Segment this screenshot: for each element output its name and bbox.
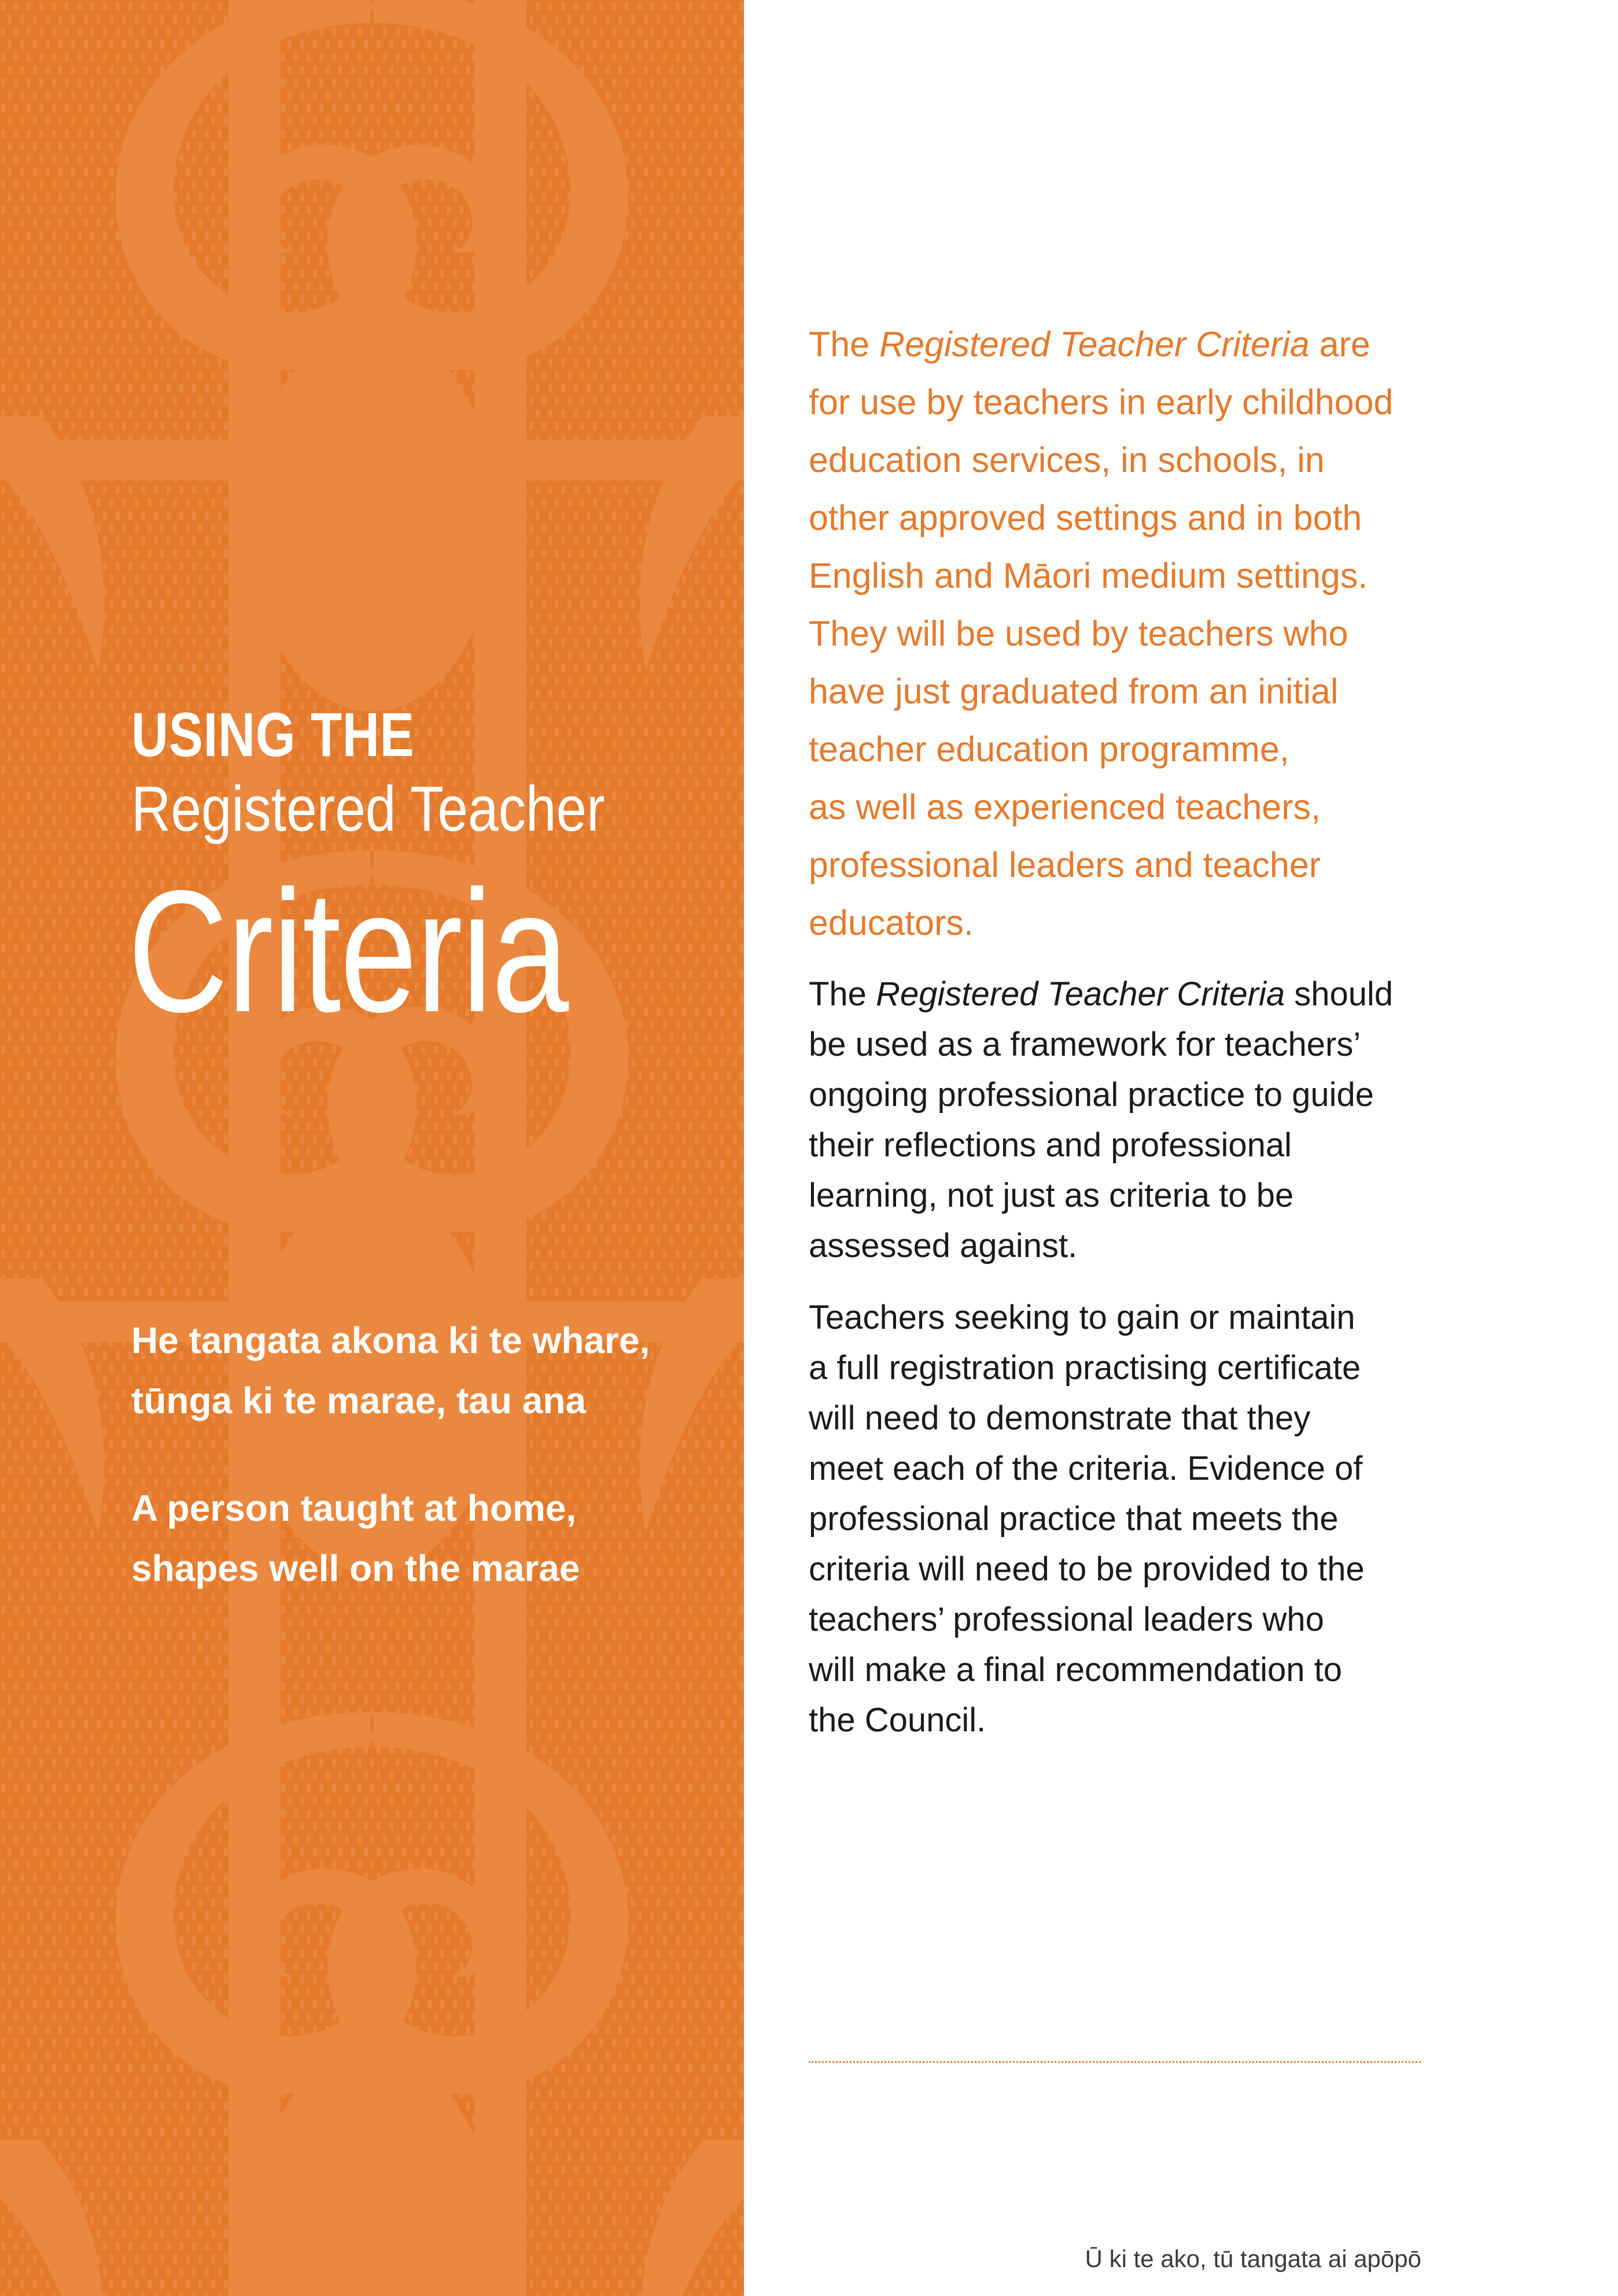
proverb-maori-line: He tangata akona ki te whare, xyxy=(131,1320,650,1361)
intro-line: English and Māori medium settings. xyxy=(809,556,1368,595)
proverb-maori-line: tūnga ki te marae, tau ana xyxy=(131,1380,587,1421)
body-line: will make a final recommendation to xyxy=(809,1651,1342,1689)
body-text: should xyxy=(1285,975,1394,1013)
intro-line: They will be used by teachers who xyxy=(809,614,1348,653)
body-line: assessed against. xyxy=(809,1227,1078,1265)
footer-tagline: Ū ki te ako, tū tangata ai apōpō xyxy=(1085,2245,1421,2272)
body-paragraph-framework xyxy=(809,969,1433,1271)
document-title xyxy=(128,699,682,1048)
intro-line: have just graduated from an initial xyxy=(809,672,1339,711)
intro-emphasis: Registered Teacher Criteria xyxy=(879,325,1310,364)
koru-pattern xyxy=(0,0,744,2296)
body-line xyxy=(809,969,1433,1019)
body-line: ongoing professional practice to guide xyxy=(809,1076,1374,1114)
body-line: professional practice that meets the xyxy=(809,1500,1339,1538)
body-emphasis: Registered Teacher Criteria xyxy=(876,975,1285,1013)
intro-text: are xyxy=(1309,325,1370,364)
body-line: criteria will need to be provided to the xyxy=(809,1550,1365,1588)
intro-paragraph xyxy=(809,315,1433,952)
dotted-divider xyxy=(809,2061,1421,2063)
title-registered-teacher: Registered Teacher xyxy=(131,773,605,845)
body-line: teachers’ professional leaders who xyxy=(809,1601,1324,1638)
body-line: Teachers seeking to gain or maintain xyxy=(809,1299,1355,1336)
intro-line: education services, in schools, in xyxy=(809,440,1325,480)
intro-text: The xyxy=(809,325,880,364)
proverb-maori xyxy=(131,1310,650,1431)
body-line: meet each of the criteria. Evidence of xyxy=(809,1450,1363,1487)
decorative-panel xyxy=(0,0,744,2296)
body-line: the Council. xyxy=(809,1701,986,1739)
body-text: The xyxy=(809,975,876,1013)
intro-line: educators. xyxy=(809,903,974,942)
proverb-english-line: A person taught at home, xyxy=(131,1487,577,1529)
body-line: learning, not just as criteria to be xyxy=(809,1177,1294,1214)
body-paragraph-registration xyxy=(809,1292,1433,1745)
intro-line: professional leaders and teacher xyxy=(809,845,1321,885)
intro-line xyxy=(809,315,1433,373)
title-using-the: USING THE xyxy=(131,699,415,769)
title-criteria: Criteria xyxy=(128,854,568,1048)
intro-line: as well as experienced teachers, xyxy=(809,787,1321,827)
intro-line: other approved settings and in both xyxy=(809,498,1362,537)
body-line: be used as a framework for teachers’ xyxy=(809,1026,1361,1063)
proverb-english xyxy=(131,1478,580,1598)
body-line: a full registration practising certificate xyxy=(809,1349,1361,1387)
intro-line: for use by teachers in early childhood xyxy=(809,382,1394,422)
intro-line: teacher education programme, xyxy=(809,729,1289,769)
body-line: will need to demonstrate that they xyxy=(809,1399,1311,1437)
body-line: their reflections and professional xyxy=(809,1126,1292,1164)
proverb-english-line: shapes well on the marae xyxy=(131,1547,580,1589)
